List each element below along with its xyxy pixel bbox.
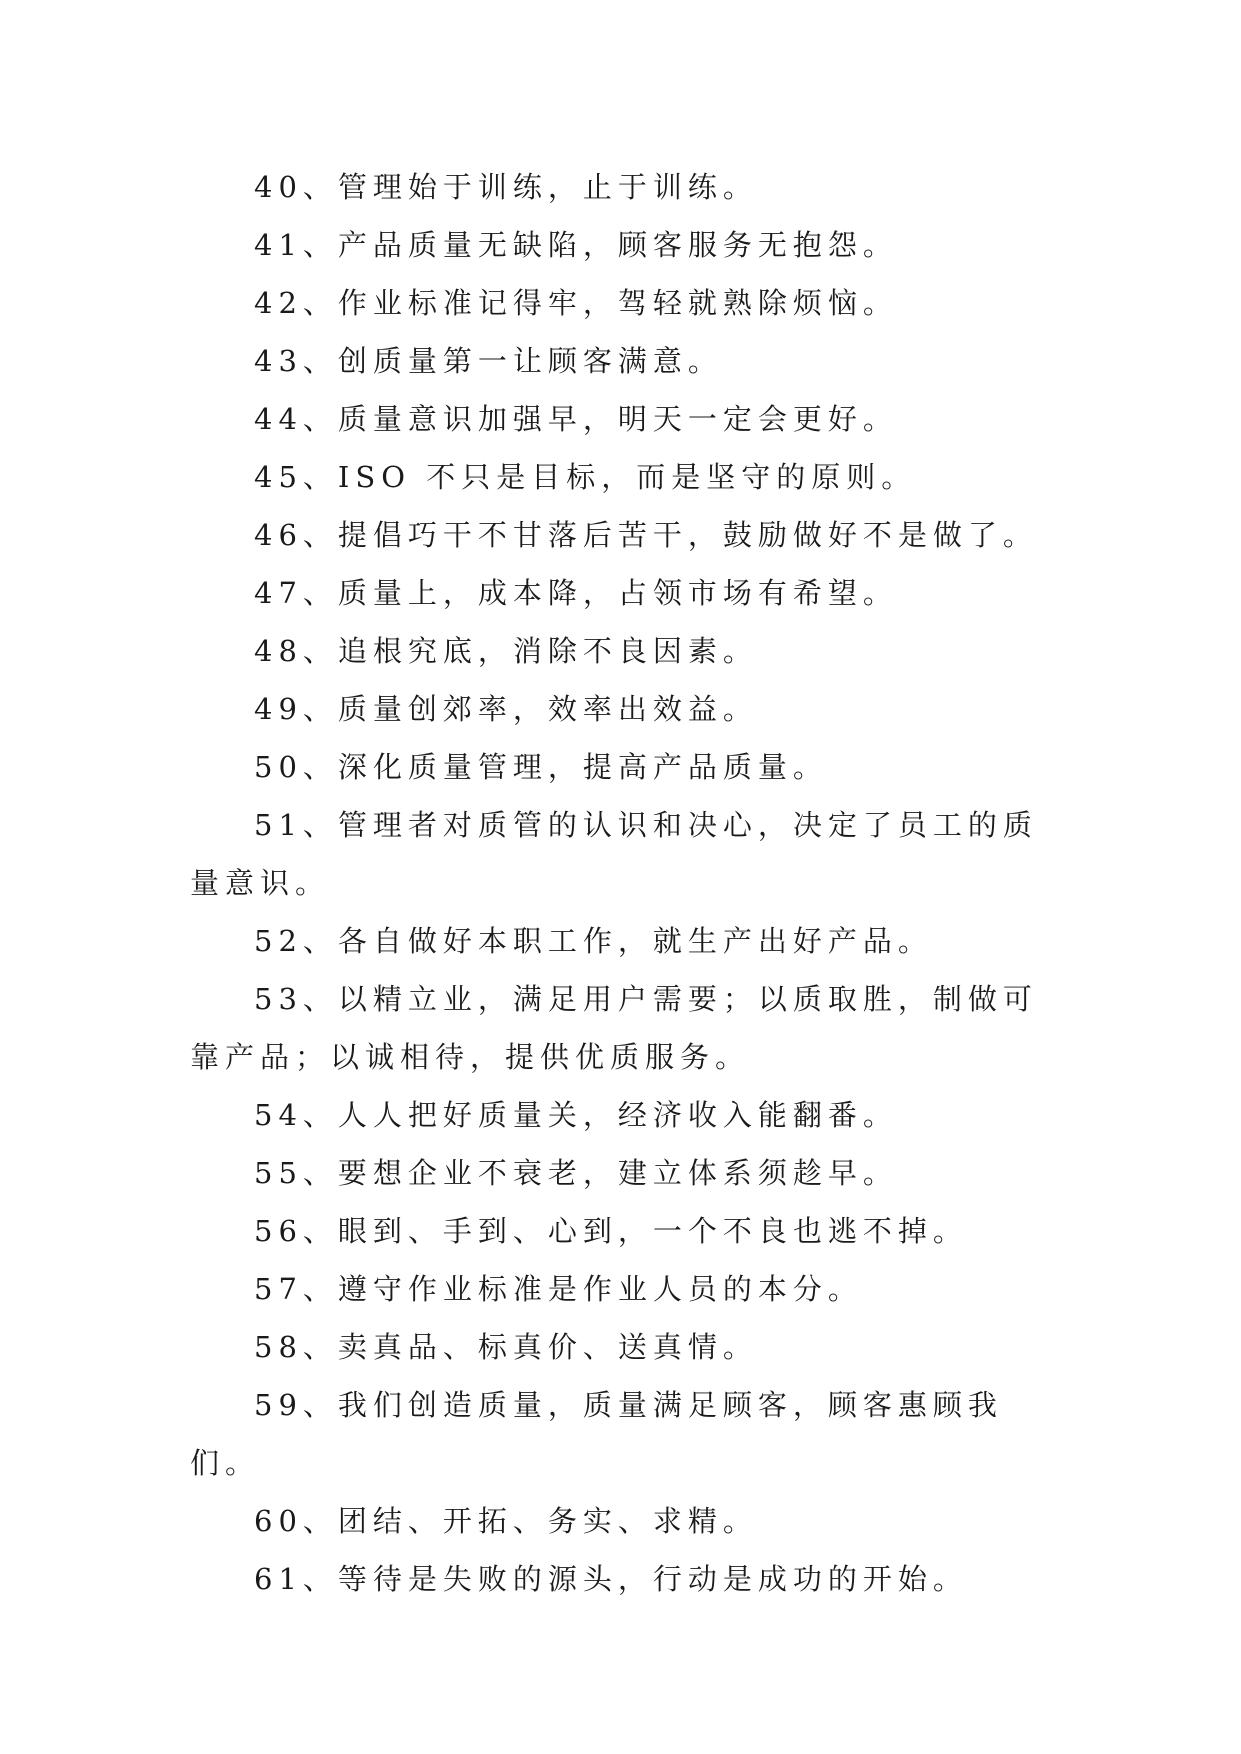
slogan-41: 41、产品质量无缺陷，顾客服务无抱怨。 xyxy=(254,228,898,262)
slogan-58: 58、卖真品、标真价、送真情。 xyxy=(254,1330,758,1364)
slogan-60: 60、团结、开拓、务实、求精。 xyxy=(254,1504,758,1538)
slogan-44: 44、质量意识加强早，明天一定会更好。 xyxy=(254,402,898,436)
slogan-46: 46、提倡巧干不甘落后苦干，鼓励做好不是做了。 xyxy=(254,518,1038,552)
slogan-54: 54、人人把好质量关，经济收入能翻番。 xyxy=(254,1098,898,1132)
slogan-42: 42、作业标准记得牢，驾轻就熟除烦恼。 xyxy=(254,286,898,320)
slogan-49: 49、质量创郊率，效率出效益。 xyxy=(254,692,758,726)
slogan-48: 48、追根究底，消除不良因素。 xyxy=(254,634,758,668)
slogan-47: 47、质量上，成本降，占领市场有希望。 xyxy=(254,576,898,610)
slogan-40: 40、管理始于训练，止于训练。 xyxy=(254,170,758,204)
slogan-57: 57、遵守作业标准是作业人员的本分。 xyxy=(254,1272,863,1306)
slogan-45: 45、ISO 不只是目标，而是坚守的原则。 xyxy=(254,460,917,494)
slogan-51: 51、管理者对质管的认识和决心，决定了员工的质量意识。 xyxy=(190,808,1038,900)
slogan-43: 43、创质量第一让顾客满意。 xyxy=(254,344,723,378)
slogan-50: 50、深化质量管理，提高产品质量。 xyxy=(254,750,828,784)
slogan-59: 59、我们创造质量，质量满足顾客，顾客惠顾我们。 xyxy=(190,1388,1003,1480)
document-body xyxy=(190,158,1052,1608)
slogan-52: 52、各自做好本职工作，就生产出好产品。 xyxy=(254,924,933,958)
slogan-61: 61、等待是失败的源头，行动是成功的开始。 xyxy=(254,1562,968,1596)
slogan-56: 56、眼到、手到、心到，一个不良也逃不掉。 xyxy=(254,1214,968,1248)
slogan-55: 55、要想企业不衰老，建立体系须趁早。 xyxy=(254,1156,898,1190)
slogan-53: 53、以精立业，满足用户需要；以质取胜，制做可靠产品；以诚相待，提供优质服务。 xyxy=(190,982,1038,1074)
